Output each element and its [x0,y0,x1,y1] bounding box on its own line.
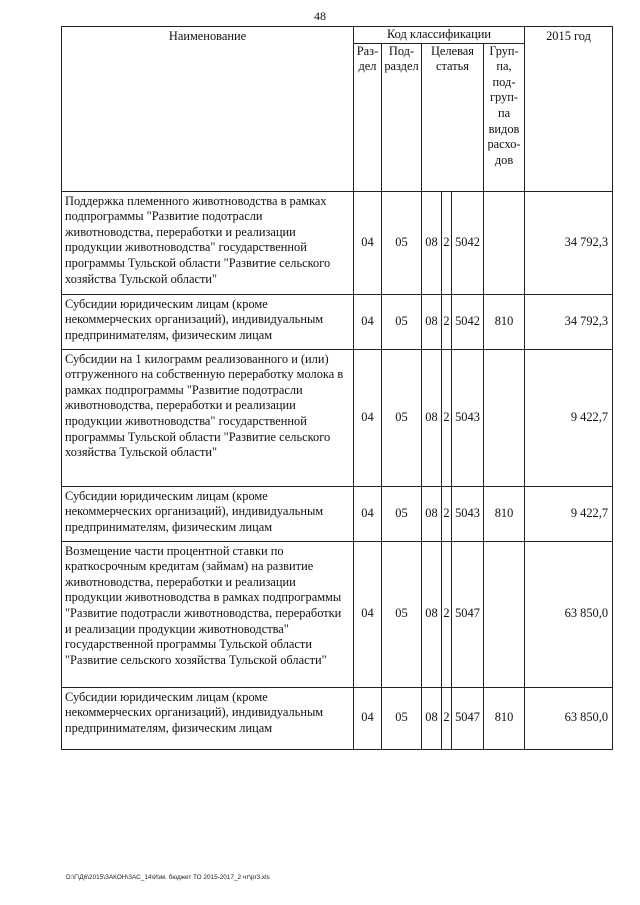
row-razdel: 04 [354,294,382,349]
row-expense-type: 810 [484,486,525,541]
row-amount: 9 422,7 [525,486,613,541]
column-header-razdel: Раз- дел [354,43,382,191]
row-expense-type: 810 [484,687,525,749]
row-target-subprogram: 2 [442,294,452,349]
table-row [62,687,613,749]
row-name: Субсидии юридическим лицам (кроме некоммерческих организаций), индивидуальным предпринимателям, физическим лицам [62,687,354,749]
row-target-program: 08 [422,349,442,486]
footer-file-path: D:\Г\Д6\2015\ЗАКОН\ЗАС_14\Изм. бюджет ТО 2015-2017_2 чт\pr3.xls [66,874,270,881]
row-amount: 34 792,3 [525,191,613,294]
column-header-podrazdel: Под- раздел [382,43,422,191]
row-target-program: 08 [422,687,442,749]
row-expense-type: 810 [484,294,525,349]
row-target-code: 5047 [452,687,484,749]
table-row [62,541,613,687]
row-target-program: 08 [422,486,442,541]
table-row [62,349,613,486]
row-name: Субсидии юридическим лицам (кроме некоммерческих организаций), индивидуальным предпринимателям, физическим лицам [62,486,354,541]
table-row [62,191,613,294]
row-name: Возмещение части процентной ставки по краткосрочным кредитам (займам) на развитие животноводства, переработки и реализации продукции животноводства в рамках подпрограммы "Развитие подотрасли животноводства, переработки и реализации продукции животноводства" государственной программы Тульской области "Развитие сельского хозяйства Тульской области" [62,541,354,687]
row-podrazdel: 05 [382,349,422,486]
budget-table [61,26,613,750]
row-expense-type [484,191,525,294]
row-razdel: 04 [354,687,382,749]
row-expense-type [484,541,525,687]
row-amount: 9 422,7 [525,349,613,486]
row-expense-type [484,349,525,486]
table-row [62,486,613,541]
row-podrazdel: 05 [382,294,422,349]
row-razdel: 04 [354,191,382,294]
row-razdel: 04 [354,486,382,541]
column-header-classification: Код классификации [354,27,525,44]
row-amount: 63 850,0 [525,541,613,687]
row-name: Субсидии юридическим лицам (кроме некоммерческих организаций), индивидуальным предпринимателям, физическим лицам [62,294,354,349]
row-target-code: 5042 [452,191,484,294]
row-name: Субсидии на 1 килограмм реализованного и (или) отгруженного на собственную переработку молока в рамках подпрограммы "Развитие подотрасли животноводства, переработки и реализации продукции животноводства" государственной программы Тульской области "Развитие сельского хозяйства Тульской области" [62,349,354,486]
table-row [62,294,613,349]
row-podrazdel: 05 [382,191,422,294]
row-razdel: 04 [354,541,382,687]
column-header-year: 2015 год [525,27,613,192]
row-amount: 34 792,3 [525,294,613,349]
row-podrazdel: 05 [382,541,422,687]
row-razdel: 04 [354,349,382,486]
row-target-code: 5042 [452,294,484,349]
row-target-subprogram: 2 [442,486,452,541]
row-target-code: 5043 [452,486,484,541]
column-header-group: Груп- па, под- груп- па видов расхо- дов [484,43,525,191]
row-target-subprogram: 2 [442,191,452,294]
column-header-target: Целевая статья [422,43,484,191]
row-target-subprogram: 2 [442,541,452,687]
row-target-code: 5043 [452,349,484,486]
header-row-top [62,27,613,44]
row-target-program: 08 [422,294,442,349]
row-target-code: 5047 [452,541,484,687]
row-name: Поддержка племенного животноводства в рамках подпрограммы "Развитие подотрасли животноводства, переработки и реализации продукции животноводства" государственной программы Тульской области "Развитие сельского хозяйства Тульской области" [62,191,354,294]
column-header-name: Наименование [62,27,354,192]
row-podrazdel: 05 [382,687,422,749]
row-amount: 63 850,0 [525,687,613,749]
row-target-program: 08 [422,541,442,687]
row-podrazdel: 05 [382,486,422,541]
row-target-program: 08 [422,191,442,294]
table-body [62,191,613,749]
row-target-subprogram: 2 [442,687,452,749]
row-target-subprogram: 2 [442,349,452,486]
page-number: 48 [314,9,326,23]
